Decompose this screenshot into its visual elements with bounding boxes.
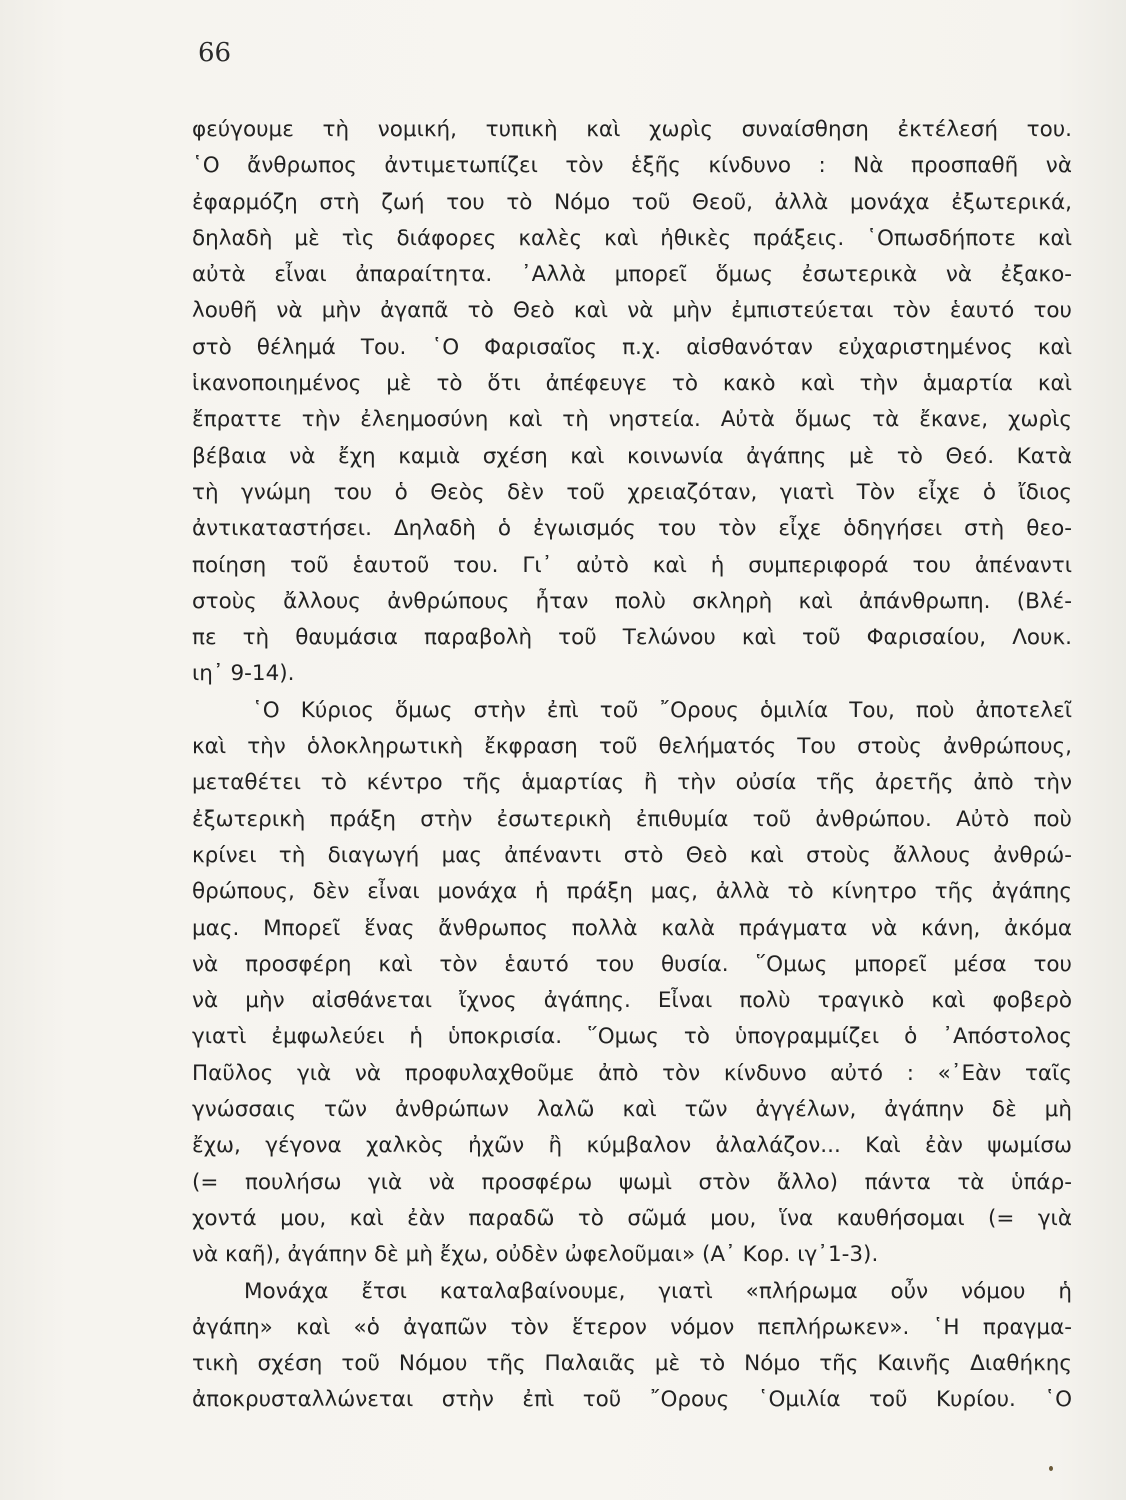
paragraph-1 xyxy=(192,112,1072,693)
text-line: πε τὴ θαυμάσια παραβολὴ τοῦ Τελώνου καὶ τοῦ Φαρισαίου, Λουκ. xyxy=(192,625,1072,651)
text-line: τικὴ σχέση τοῦ Νόμου τῆς Παλαιᾶς μὲ τὸ Νόμο τῆς Καινῆς Διαθήκης xyxy=(192,1351,1072,1377)
text-line: νὰ καῆ), ἀγάπην δὲ μὴ ἔχω, οὐδὲν ὠφελοῦμαι» (Α᾿ Κορ. ιγ᾿1-3). xyxy=(192,1242,879,1268)
text-line: ἱκανοποιημένος μὲ τὸ ὅτι ἀπέφευγε τὸ κακὸ καὶ τὴν ἁμαρτία καὶ xyxy=(192,371,1072,397)
text-line: νὰ μὴν αἰσθάνεται ἴχνος ἀγάπης. Εἶναι πολὺ τραγικὸ καὶ φοβερὸ xyxy=(192,988,1072,1014)
text-line: ἀποκρυσταλλώνεται στὴν ἐπὶ τοῦ ῎Ορους ῾Ομιλία τοῦ Κυρίου. ῾Ο xyxy=(192,1387,1072,1413)
body-text xyxy=(192,112,1072,1419)
text-line: κρίνει τὴ διαγωγή μας ἀπέναντι στὸ Θεὸ καὶ στοὺς ἄλλους ἀνθρώ- xyxy=(192,842,1072,868)
paragraph-2 xyxy=(192,693,1072,1274)
text-line: μας. Μπορεῖ ἕνας ἄνθρωπος πολλὰ καλὰ πράγματα νὰ κάνη, ἀκόμα xyxy=(192,915,1072,941)
paper-speck xyxy=(1049,1466,1053,1471)
text-line: ἐξωτερικὴ πράξη στὴν ἐσωτερικὴ ἐπιθυμία τοῦ ἀνθρώπου. Αὐτὸ ποὺ xyxy=(192,806,1072,832)
text-line: ποίηση τοῦ ἑαυτοῦ του. Γι᾿ αὐτὸ καὶ ἡ συμπεριφορά του ἀπέναντι xyxy=(192,552,1072,578)
text-line: ῾Ο ἄνθρωπος ἀντιμετωπίζει τὸν ἑξῆς κίνδυνο : Νὰ προσπαθῆ νὰ xyxy=(192,153,1072,179)
text-line: τὴ γνώμη του ὁ Θεὸς δὲν τοῦ χρειαζόταν, γιατὶ Τὸν εἶχε ὁ ἴδιος xyxy=(192,479,1072,505)
text-line: (= πουλήσω γιὰ νὰ προσφέρω ψωμὶ στὸν ἄλλο) πάντα τὰ ὑπάρ- xyxy=(192,1169,1072,1195)
text-line: καὶ τὴν ὁλοκληρωτικὴ ἔκφραση τοῦ θελήματός Του στοὺς ἀνθρώπους, xyxy=(192,734,1072,760)
text-line: ιη᾿ 9-14). xyxy=(192,661,295,687)
text-line: στοὺς ἄλλους ἀνθρώπους ἦταν πολὺ σκληρὴ καὶ ἀπάνθρωπη. (Βλέ- xyxy=(192,588,1072,614)
text-line: ἔπραττε τὴν ἐλεημοσύνη καὶ τὴ νηστεία. Αὐτὰ ὅμως τὰ ἔκανε, χωρὶς xyxy=(192,407,1072,433)
text-line: χοντά μου, καὶ ἐὰν παραδῶ τὸ σῶμά μου, ἵνα καυθήσομαι (= γιὰ xyxy=(192,1205,1072,1231)
text-line: ῾Ο Κύριος ὅμως στὴν ἐπὶ τοῦ ῎Ορους ὁμιλία Του, ποὺ ἀποτελεῖ xyxy=(252,697,1072,723)
text-line: δηλαδὴ μὲ τὶς διάφορες καλὲς καὶ ἠθικὲς πράξεις. ῾Οπωσδήποτε καὶ xyxy=(192,225,1072,251)
text-line: ἐφαρμόζη στὴ ζωή του τὸ Νόμο τοῦ Θεοῦ, ἀλλὰ μονάχα ἐξωτερικά, xyxy=(192,189,1072,215)
text-line: Παῦλος γιὰ νὰ προφυλαχθοῦμε ἀπὸ τὸν κίνδυνο αὐτό : «᾿Εὰν ταῖς xyxy=(192,1060,1072,1086)
page-number: 66 xyxy=(198,38,232,68)
text-line: ἀντικαταστήσει. Δηλαδὴ ὁ ἐγωισμός του τὸν εἶχε ὁδηγήσει στὴ θεο- xyxy=(192,516,1072,542)
text-line: αὐτὰ εἶναι ἀπαραίτητα. ᾿Αλλὰ μπορεῖ ὅμως ἐσωτερικὰ νὰ ἐξακο- xyxy=(192,262,1072,288)
text-line: ἀγάπη» καὶ «ὁ ἀγαπῶν τὸν ἕτερον νόμον πεπλήρωκεν». ῾Η πραγμα- xyxy=(192,1314,1072,1340)
paragraph-3 xyxy=(192,1274,1072,1419)
text-line: λουθῆ νὰ μὴν ἀγαπᾶ τὸ Θεὸ καὶ νὰ μὴν ἐμπιστεύεται τὸν ἑαυτό του xyxy=(192,298,1072,324)
text-line: Μονάχα ἔτσι καταλαβαίνουμε, γιατὶ «πλήρωμα οὖν νόμου ἡ xyxy=(244,1278,1072,1304)
text-line: βέβαια νὰ ἔχη καμιὰ σχέση καὶ κοινωνία ἀγάπης μὲ τὸ Θεό. Κατὰ xyxy=(192,443,1072,469)
text-line: μεταθέτει τὸ κέντρο τῆς ἁμαρτίας ἢ τὴν οὐσία τῆς ἀρετῆς ἀπὸ τὴν xyxy=(192,770,1072,796)
text-line: γιατὶ ἐμφωλεύει ἡ ὑποκρισία. ῞Ομως τὸ ὑπογραμμίζει ὁ ᾿Απόστολος xyxy=(192,1024,1072,1050)
text-line: θρώπους, δὲν εἶναι μονάχα ἡ πράξη μας, ἀλλὰ τὸ κίνητρο τῆς ἀγάπης xyxy=(192,879,1072,905)
text-line: φεύγουμε τὴ νομική, τυπικὴ καὶ χωρὶς συναίσθηση ἐκτέλεσή του. xyxy=(192,117,1072,142)
text-line: ἔχω, γέγονα χαλκὸς ἠχῶν ἢ κύμβαλον ἀλαλάζον... Καὶ ἐὰν ψωμίσω xyxy=(192,1133,1072,1159)
text-line: νὰ προσφέρη καὶ τὸν ἑαυτό του θυσία. ῞Ομως μπορεῖ μέσα του xyxy=(192,951,1072,977)
text-line: γνώσσαις τῶν ἀνθρώπων λαλῶ καὶ τῶν ἀγγέλων, ἀγάπην δὲ μὴ xyxy=(192,1097,1072,1123)
text-line: στὸ θέλημά Του. ῾Ο Φαρισαῖος π.χ. αἰσθανόταν εὐχαριστημένος καὶ xyxy=(192,334,1072,360)
